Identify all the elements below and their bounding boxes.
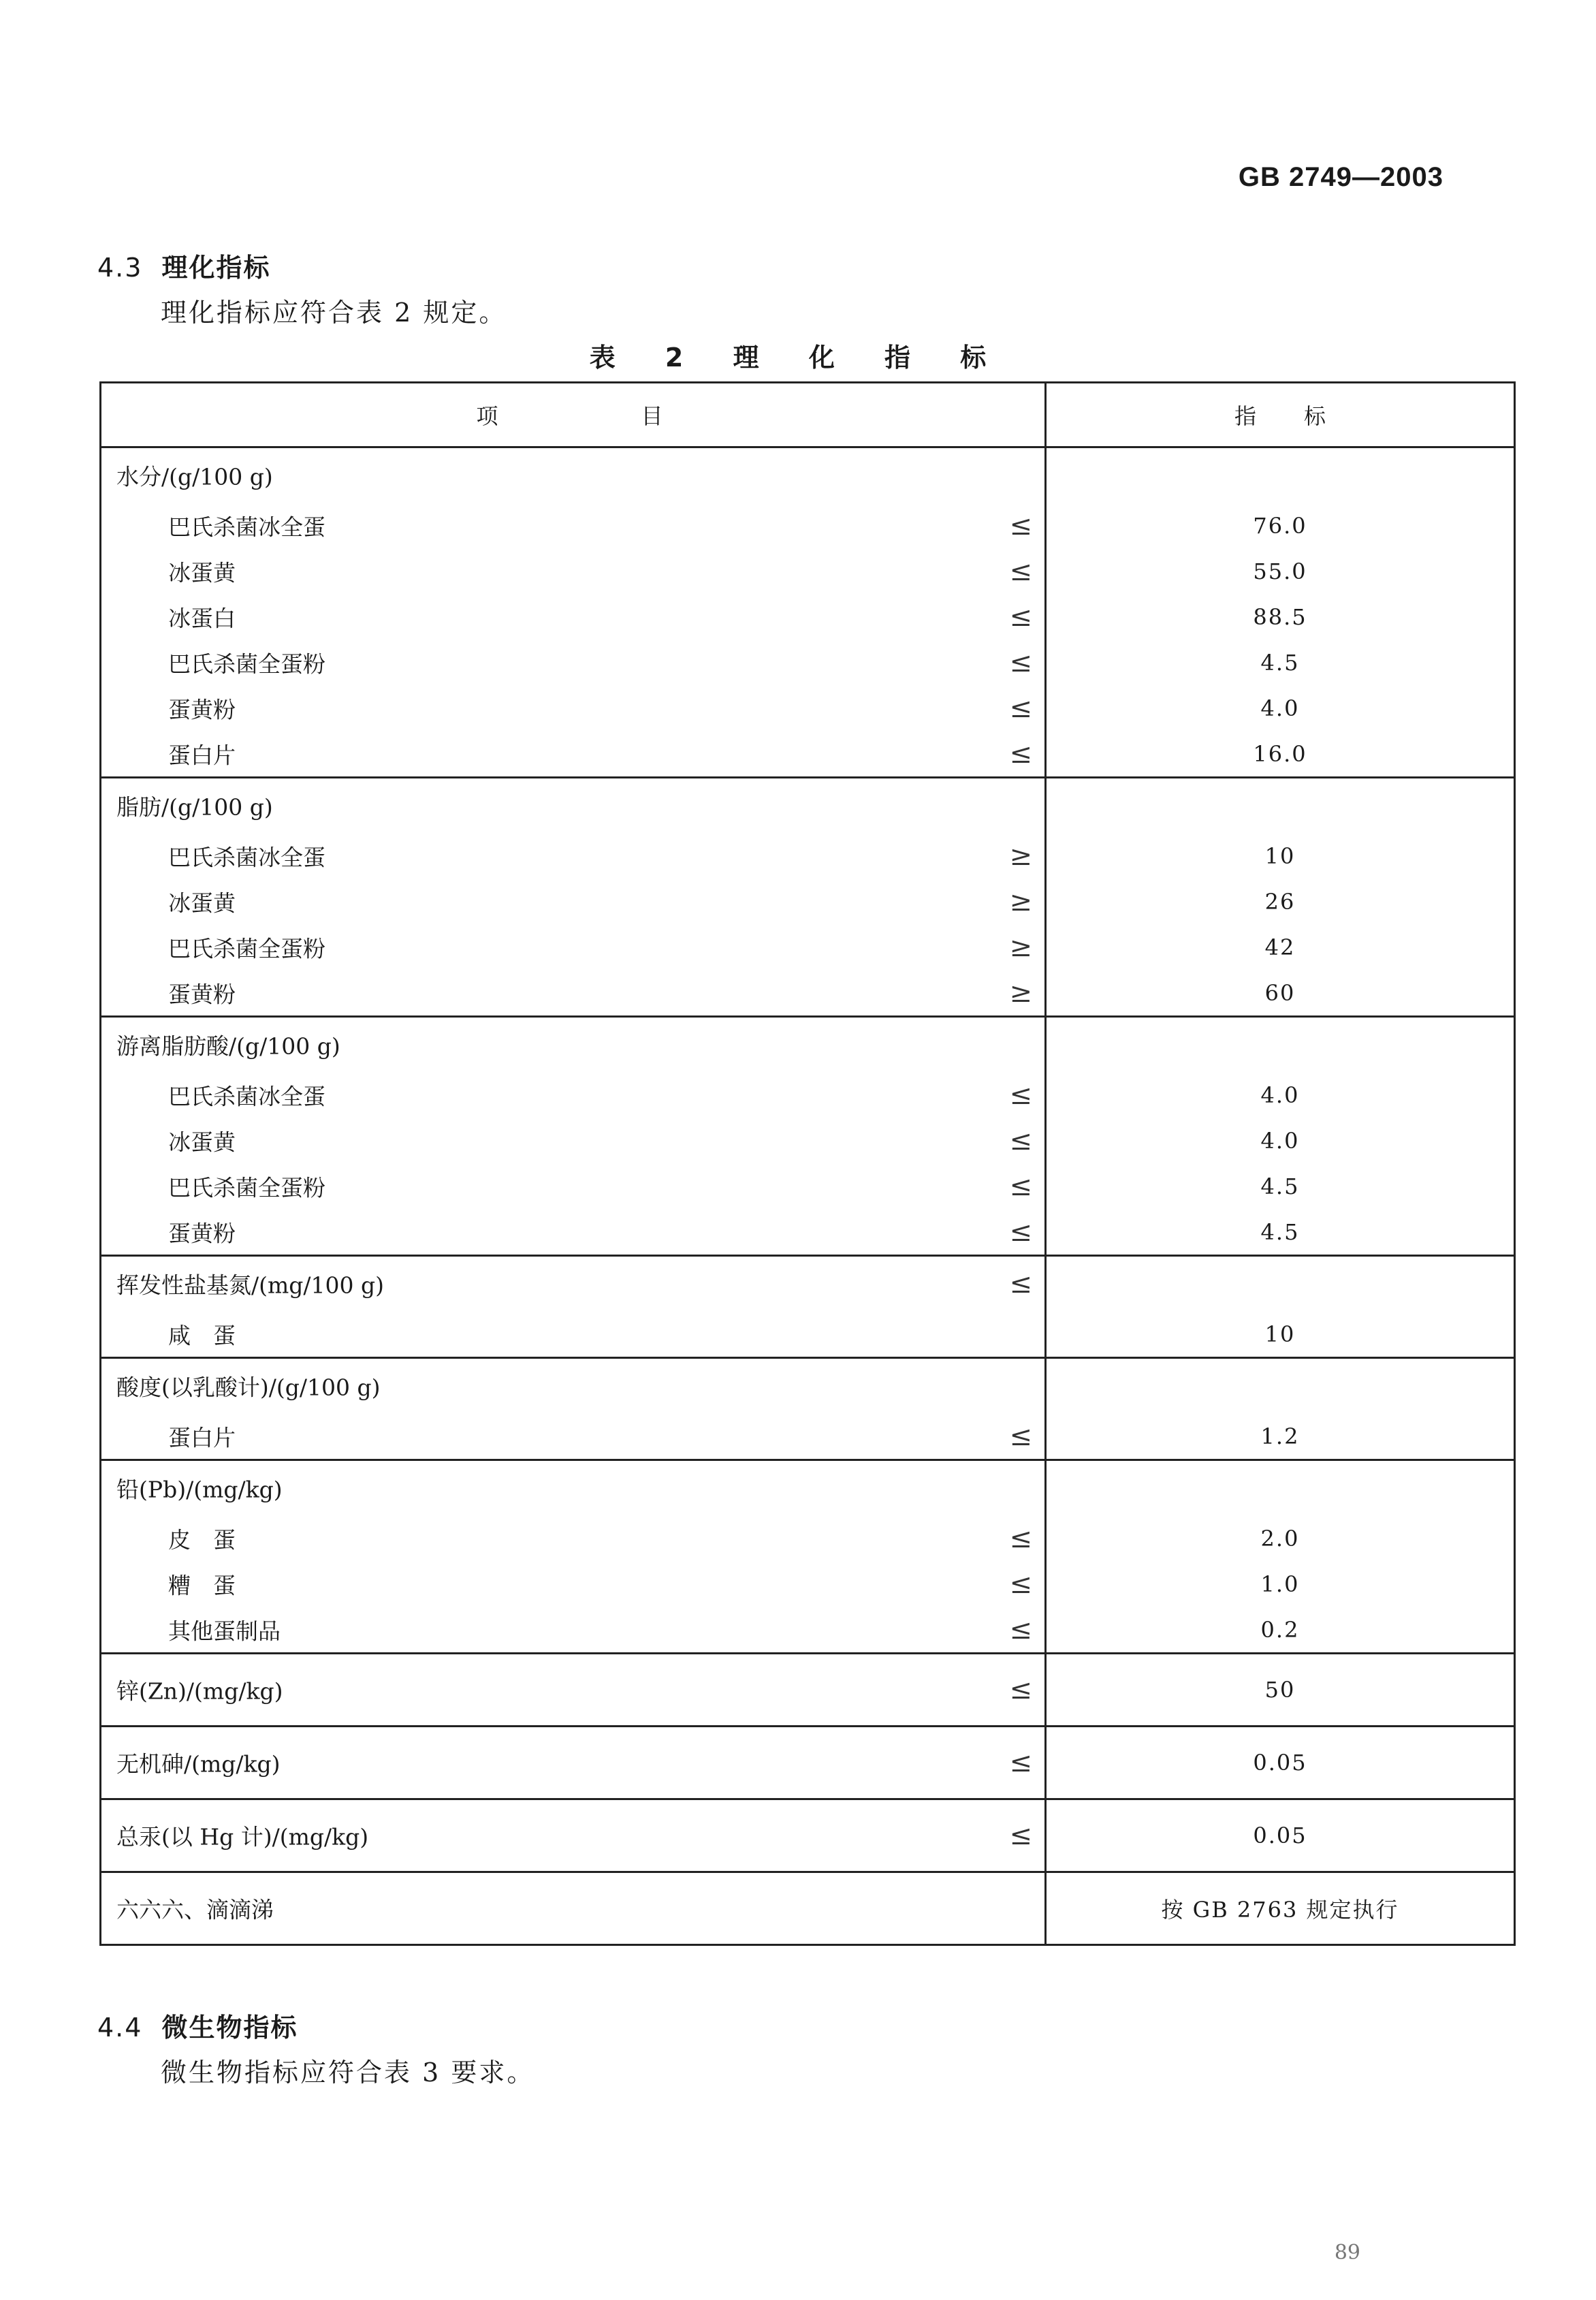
standard-number: GB 2749—2003 — [1238, 162, 1443, 192]
column-header-value: 指标 — [1046, 383, 1515, 447]
table-row — [101, 833, 1515, 879]
item-label: 冰蛋黄 — [168, 1129, 236, 1155]
item-value — [1046, 1460, 1515, 1516]
table-row — [101, 1607, 1515, 1654]
item-label: 巴氏杀菌全蛋粉 — [168, 1174, 325, 1201]
item-value: 26 — [1046, 879, 1515, 924]
table-row — [101, 1256, 1515, 1312]
item-label: 蛋黄粉 — [168, 1220, 236, 1246]
table-row — [101, 1654, 1515, 1727]
item-label: 巴氏杀菌全蛋粉 — [168, 935, 325, 962]
table-row — [101, 879, 1515, 924]
item-value: 4.5 — [1046, 1209, 1515, 1256]
table-row — [101, 594, 1515, 640]
item-value — [1046, 778, 1515, 834]
comparison-symbol: ≤ — [1009, 1747, 1032, 1778]
item-value: 按 GB 2763 规定执行 — [1046, 1872, 1515, 1945]
table-row — [101, 1515, 1515, 1561]
item-label: 游离脂肪酸/(g/100 g) — [116, 1033, 340, 1060]
item-label: 铅(Pb)/(mg/kg) — [116, 1476, 283, 1503]
comparison-symbol: ≤ — [1009, 601, 1032, 633]
item-value: 4.0 — [1046, 1072, 1515, 1118]
item-label: 挥发性盐基氮/(mg/100 g) — [116, 1272, 385, 1299]
item-value: 4.0 — [1046, 1118, 1515, 1163]
item-label: 蛋黄粉 — [168, 981, 236, 1007]
table-row — [101, 1561, 1515, 1607]
section-4-3-text: 理化指标应符合表 2 规定。 — [161, 298, 507, 328]
item-value: 4.5 — [1046, 1163, 1515, 1209]
item-value: 10 — [1046, 1311, 1515, 1358]
table-row — [101, 1358, 1515, 1414]
comparison-symbol: ≥ — [1009, 885, 1032, 917]
item-value: 50 — [1046, 1654, 1515, 1727]
comparison-symbol: ≥ — [1009, 840, 1032, 872]
item-value: 88.5 — [1046, 594, 1515, 640]
item-value — [1046, 1017, 1515, 1073]
item-value: 16.0 — [1046, 731, 1515, 778]
item-label: 蛋黄粉 — [168, 696, 236, 723]
item-value: 0.2 — [1046, 1607, 1515, 1654]
item-value: 0.05 — [1046, 1727, 1515, 1799]
column-header-item: 项目 — [101, 383, 1046, 447]
item-label: 其他蛋制品 — [168, 1618, 281, 1644]
item-label: 巴氏杀菌冰全蛋 — [168, 1083, 325, 1109]
table-row — [101, 778, 1515, 834]
table-row — [101, 924, 1515, 970]
table-row — [101, 1017, 1515, 1073]
item-label: 无机砷/(mg/kg) — [116, 1750, 281, 1778]
item-label: 咸 蛋 — [168, 1322, 236, 1349]
table-row — [101, 1413, 1515, 1460]
table-row — [101, 503, 1515, 548]
comparison-symbol: ≤ — [1009, 1216, 1032, 1248]
table-row — [101, 1163, 1515, 1209]
table-row — [101, 1460, 1515, 1516]
item-label: 蛋白片 — [168, 742, 236, 768]
table-row — [101, 731, 1515, 778]
item-value: 4.5 — [1046, 640, 1515, 685]
comparison-symbol: ≤ — [1009, 1820, 1032, 1851]
table-caption: 表 2 理 化 指 标 — [589, 343, 1007, 373]
comparison-symbol: ≤ — [1009, 1420, 1032, 1452]
item-label: 巴氏杀菌全蛋粉 — [168, 650, 325, 677]
item-label: 脂肪/(g/100 g) — [116, 793, 273, 821]
item-label: 糟 蛋 — [168, 1572, 236, 1598]
table-row — [101, 1072, 1515, 1118]
comparison-symbol: ≤ — [1009, 509, 1032, 541]
table-row — [101, 447, 1515, 503]
comparison-symbol: ≤ — [1009, 1079, 1032, 1111]
comparison-symbol: ≤ — [1009, 1522, 1032, 1554]
item-label: 六六六、滴滴涕 — [116, 1896, 274, 1923]
item-value: 2.0 — [1046, 1515, 1515, 1561]
item-value: 1.2 — [1046, 1413, 1515, 1460]
physicochemical-table — [99, 381, 1516, 1946]
comparison-symbol: ≤ — [1009, 1124, 1032, 1156]
comparison-symbol: ≤ — [1009, 1674, 1032, 1705]
table-row — [101, 970, 1515, 1017]
section-4-4-heading — [97, 2006, 298, 2044]
item-label: 巴氏杀菌冰全蛋 — [168, 844, 325, 870]
comparison-symbol: ≤ — [1009, 555, 1032, 587]
table-row — [101, 1118, 1515, 1163]
comparison-symbol: ≤ — [1009, 692, 1032, 724]
table-row — [101, 685, 1515, 731]
comparison-symbol: ≥ — [1009, 977, 1032, 1009]
section-title: 理化指标 — [161, 253, 271, 283]
comparison-symbol: ≤ — [1009, 738, 1032, 770]
table-row — [101, 640, 1515, 685]
item-label: 水分/(g/100 g) — [116, 463, 273, 490]
comparison-symbol: ≤ — [1009, 646, 1032, 678]
item-label: 锌(Zn)/(mg/kg) — [116, 1677, 283, 1705]
item-label: 蛋白片 — [168, 1424, 236, 1451]
table-row — [101, 1311, 1515, 1358]
table-header-row — [101, 383, 1515, 447]
comparison-symbol: ≤ — [1009, 1170, 1032, 1202]
comparison-symbol: ≤ — [1009, 1268, 1032, 1299]
comparison-symbol: ≤ — [1009, 1568, 1032, 1600]
item-value: 42 — [1046, 924, 1515, 970]
item-value: 76.0 — [1046, 503, 1515, 548]
item-value: 10 — [1046, 833, 1515, 879]
item-label: 冰蛋白 — [168, 605, 236, 631]
section-number: 4.3 — [97, 253, 143, 283]
section-4-3-heading — [97, 247, 270, 284]
item-label: 冰蛋黄 — [168, 889, 236, 916]
item-label: 皮 蛋 — [168, 1526, 236, 1553]
table-row — [101, 1727, 1515, 1799]
comparison-symbol: ≥ — [1009, 931, 1032, 963]
item-value: 60 — [1046, 970, 1515, 1017]
comparison-symbol: ≤ — [1009, 1613, 1032, 1645]
item-value: 1.0 — [1046, 1561, 1515, 1607]
item-value — [1046, 1256, 1515, 1312]
section-title: 微生物指标 — [161, 2013, 298, 2043]
item-label: 冰蛋黄 — [168, 559, 236, 586]
item-value: 4.0 — [1046, 685, 1515, 731]
item-label: 总汞(以 Hg 计)/(mg/kg) — [116, 1823, 369, 1850]
table-row — [101, 1209, 1515, 1256]
item-label: 巴氏杀菌冰全蛋 — [168, 514, 325, 540]
section-number: 4.4 — [97, 2013, 143, 2043]
item-value — [1046, 447, 1515, 503]
page-number: 89 — [1334, 2241, 1360, 2265]
table-row — [101, 1799, 1515, 1872]
item-value: 55.0 — [1046, 548, 1515, 594]
section-4-4-text: 微生物指标应符合表 3 要求。 — [161, 2058, 535, 2088]
item-value — [1046, 1358, 1515, 1414]
item-value: 0.05 — [1046, 1799, 1515, 1872]
table-row — [101, 548, 1515, 594]
table-row — [101, 1872, 1515, 1945]
item-label: 酸度(以乳酸计)/(g/100 g) — [116, 1374, 381, 1401]
